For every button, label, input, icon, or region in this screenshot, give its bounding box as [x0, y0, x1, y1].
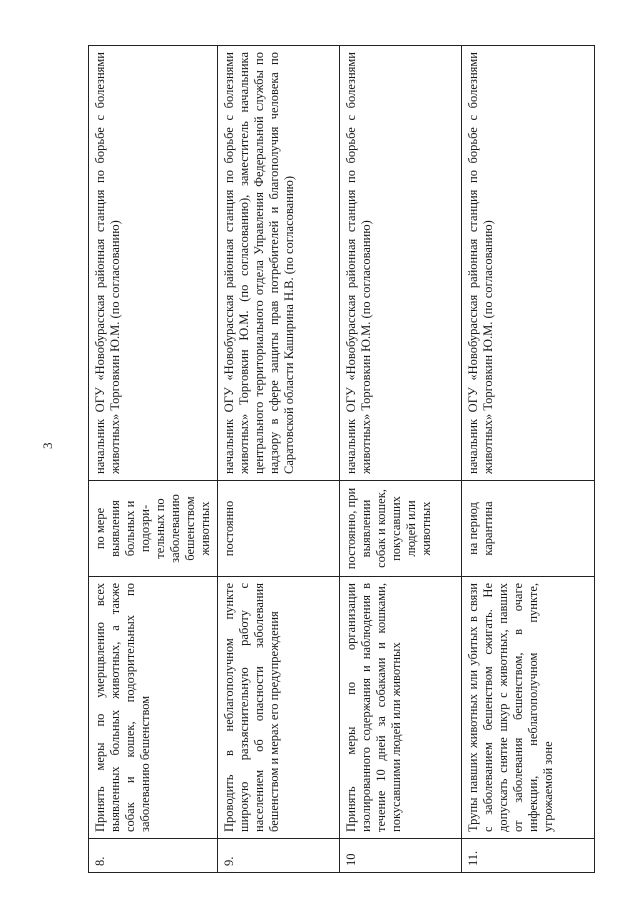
- row-term: по мере выявления больных и подозри-тельных по заболеванию бешенством животных: [89, 481, 218, 577]
- measures-table: [88, 45, 595, 873]
- table-row: [218, 46, 340, 873]
- table-row: [462, 46, 595, 873]
- row-responsible: начальник ОГУ «Новобурасская районная станция по борьбе с болезнями животных» Торговкин Ю.М. (по согласованию): [462, 46, 595, 481]
- page-number: 3: [40, 442, 55, 449]
- row-term: на период карантина: [462, 481, 595, 577]
- table-row: [89, 46, 218, 873]
- table-row: [340, 46, 462, 873]
- row-action: Принять меры по организации изолированного содержания и наблюдения в течение 10 дней за собаками и кошками, покусавшими людей или животных: [340, 577, 462, 839]
- row-responsible: начальник ОГУ «Новобурасская районная станция по борьбе с болезнями животных» Торговкин Ю.М. (по согласованию), заместитель начальника центрального территориального отдела Управления Федеральной службы по надзору в сфере защиты прав потребителей и благополучия человека по Саратовской области Каширина Н.В. (по согласованию): [218, 46, 340, 481]
- row-action: Проводить в неблагополучном пункте широкую разъяснительную работу с населением об опасности заболевания бешенством и мерах его предупреждения: [218, 577, 340, 839]
- measures-table-wrapper: [88, 46, 590, 873]
- row-action: Принять меры по умерщвлению всех выявленных больных животных, а также собак и кошек, подозрительных по заболеванию бешенством: [89, 577, 218, 839]
- row-number: 8.: [89, 839, 218, 873]
- row-action: Трупы павших животных или убитых в связи с заболеванием бешенством сжигать. Не допускать снятие шкур с животных, павших от заболевания бешенством, в очаге инфекции, неблагополучном пункте, угрожаемой зоне: [462, 577, 595, 839]
- row-number: 9.: [218, 839, 340, 873]
- row-term: постоянно: [218, 481, 340, 577]
- row-number: 10: [340, 839, 462, 873]
- row-responsible: начальник ОГУ «Новобурасская районная станция по борьбе с болезнями животных» Торговкин Ю.М. (по согласованию): [340, 46, 462, 481]
- row-number: 11.: [462, 839, 595, 873]
- row-responsible: начальник ОГУ «Новобурасская районная станция по борьбе с болезнями животных» Торговкин Ю.М. (по согласованию): [89, 46, 218, 481]
- row-term: постоянно, при выявлении собак и кошек, покусавших людей или животных: [340, 481, 462, 577]
